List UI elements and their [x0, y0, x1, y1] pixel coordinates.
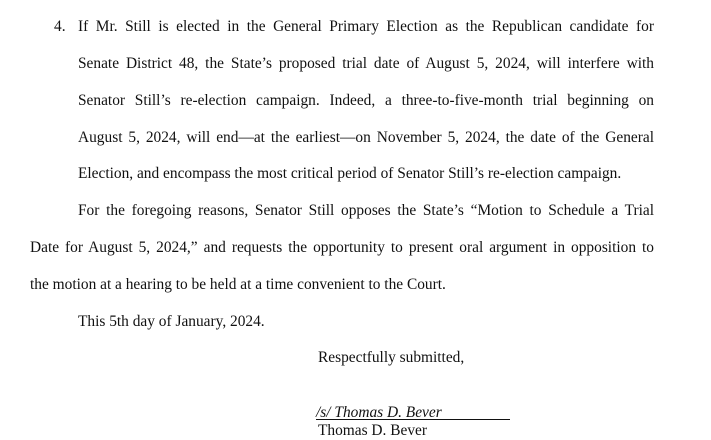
signature: /s/ Thomas D. Bever [316, 404, 442, 421]
paragraph-line: Election, and encompass the most critical period of Senator Still’s re-election campaign. [78, 165, 622, 182]
signature-line [316, 419, 510, 420]
paragraph-line: August 5, 2024, will end—at the earliest—on November 5, 2024, the date of the General [78, 129, 654, 146]
date-line: This 5th day of January, 2024. [78, 313, 265, 330]
signer-name-partial: Thomas D. Bever [318, 422, 427, 439]
paragraph-line: Senate District 48, the State’s proposed trial date of August 5, 2024, will interfere with [78, 55, 654, 72]
paragraph-line: If Mr. Still is elected in the General Primary Election as the Republican candidate for [78, 18, 654, 35]
conclusion-line: For the foregoing reasons, Senator Still opposes the State’s “Motion to Schedule a Trial [78, 202, 654, 219]
conclusion-line: the motion at a hearing to be held at a time convenient to the Court. [30, 276, 446, 293]
paragraph-number: 4. [54, 18, 66, 35]
closing-line: Respectfully submitted, [318, 349, 465, 366]
paragraph-line: Senator Still’s re-election campaign. Indeed, a three-to-five-month trial beginning on [78, 92, 654, 109]
conclusion-line: Date for August 5, 2024,” and requests the opportunity to present oral argument in opposition to [30, 239, 654, 256]
